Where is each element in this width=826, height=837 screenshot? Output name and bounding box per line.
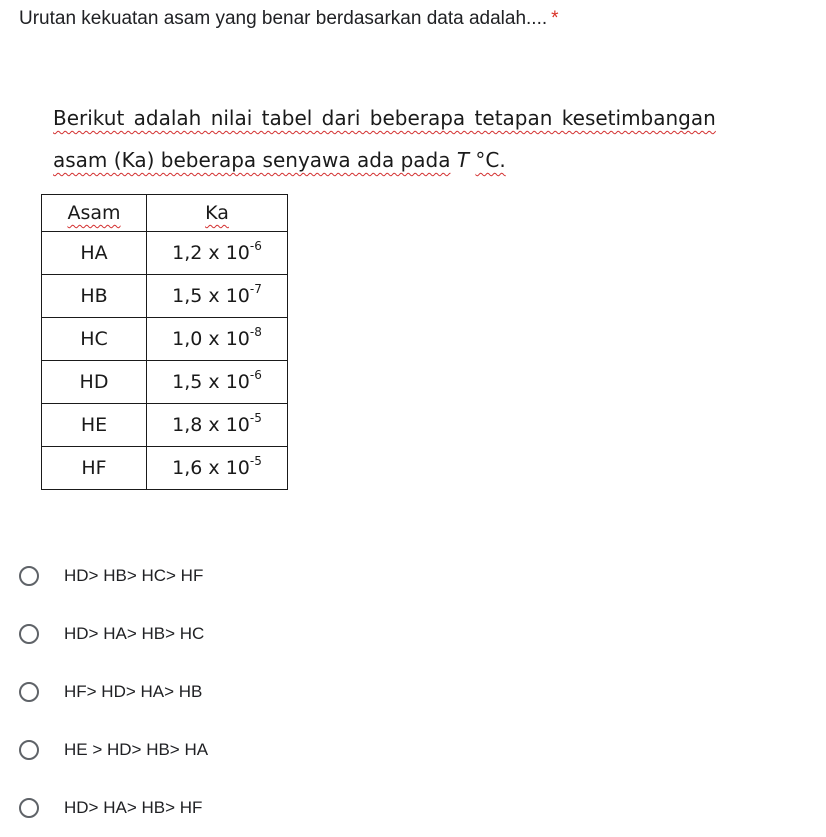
- ka-table: [41, 194, 288, 490]
- ka-coefficient: 1,5: [172, 371, 203, 393]
- radio-button[interactable]: [19, 682, 39, 702]
- radio-button[interactable]: [19, 566, 39, 586]
- ka-base: 10: [225, 371, 250, 393]
- ka-coefficient: 1,0: [172, 328, 203, 350]
- required-marker: *: [551, 8, 559, 29]
- ka-times: x: [208, 242, 220, 264]
- acid-cell: HC: [42, 318, 147, 361]
- ka-cell: [147, 361, 288, 404]
- ka-coefficient: 1,2: [172, 242, 203, 264]
- ka-coefficient: 1,8: [172, 414, 203, 436]
- acid-cell: HF: [42, 447, 147, 490]
- option-label: HD> HA> HB> HF: [64, 798, 203, 817]
- ka-base: 10: [225, 242, 250, 264]
- ka-exponent: -6: [249, 239, 262, 253]
- option-1[interactable]: [19, 547, 208, 605]
- table-row: [42, 404, 288, 447]
- ka-base: 10: [225, 457, 250, 479]
- question-title: [19, 8, 559, 30]
- ka-exponent: -8: [249, 325, 262, 339]
- ka-coefficient: 1,6: [172, 457, 203, 479]
- ka-cell: [147, 404, 288, 447]
- ka-exponent: -5: [249, 411, 262, 425]
- ka-times: x: [208, 457, 220, 479]
- prompt-line-1: Berikut adalah nilai tabel dari beberapa tetapan kesetimbangan: [53, 106, 716, 130]
- ka-times: x: [208, 328, 220, 350]
- table-row: [42, 447, 288, 490]
- ka-times: x: [208, 414, 220, 436]
- temperature-symbol: T: [456, 148, 470, 172]
- option-label: HD> HB> HC> HF: [64, 566, 204, 585]
- ka-exponent: -5: [249, 454, 262, 468]
- option-label: HE > HD> HB> HA: [64, 740, 209, 759]
- ka-exponent: -7: [249, 282, 262, 296]
- ka-times: x: [208, 371, 220, 393]
- ka-cell: [147, 318, 288, 361]
- ka-cell: [147, 275, 288, 318]
- option-4[interactable]: [19, 721, 208, 779]
- header-ka: Ka: [147, 195, 288, 232]
- radio-button[interactable]: [19, 798, 39, 818]
- ka-exponent: -6: [249, 368, 262, 382]
- table-row: [42, 275, 288, 318]
- radio-button[interactable]: [19, 740, 39, 760]
- ka-times: x: [208, 285, 220, 307]
- radio-button[interactable]: [19, 624, 39, 644]
- question-text: Urutan kekuatan asam yang benar berdasarkan data adalah....: [19, 8, 548, 29]
- option-2[interactable]: [19, 605, 208, 663]
- option-label: HD> HA> HB> HC: [64, 624, 205, 643]
- table-row: [42, 232, 288, 275]
- acid-cell: HB: [42, 275, 147, 318]
- prompt-line-2-text: asam (Ka) beberapa senyawa ada pada: [53, 148, 451, 172]
- header-acid: Asam: [42, 195, 147, 232]
- temperature-unit: °C.: [475, 148, 506, 172]
- option-label: HF> HD> HA> HB: [64, 682, 203, 701]
- table-header-row: [42, 195, 288, 232]
- table-row: [42, 361, 288, 404]
- ka-coefficient: 1,5: [172, 285, 203, 307]
- acid-cell: HA: [42, 232, 147, 275]
- ka-cell: [147, 232, 288, 275]
- acid-cell: HD: [42, 361, 147, 404]
- option-5[interactable]: [19, 779, 208, 837]
- ka-base: 10: [225, 328, 250, 350]
- option-3[interactable]: [19, 663, 208, 721]
- ka-base: 10: [225, 414, 250, 436]
- ka-cell: [147, 447, 288, 490]
- prompt-line-2: [53, 148, 506, 172]
- options-list: [19, 547, 208, 837]
- table-row: [42, 318, 288, 361]
- acid-cell: HE: [42, 404, 147, 447]
- table-body: [42, 232, 288, 490]
- ka-base: 10: [225, 285, 250, 307]
